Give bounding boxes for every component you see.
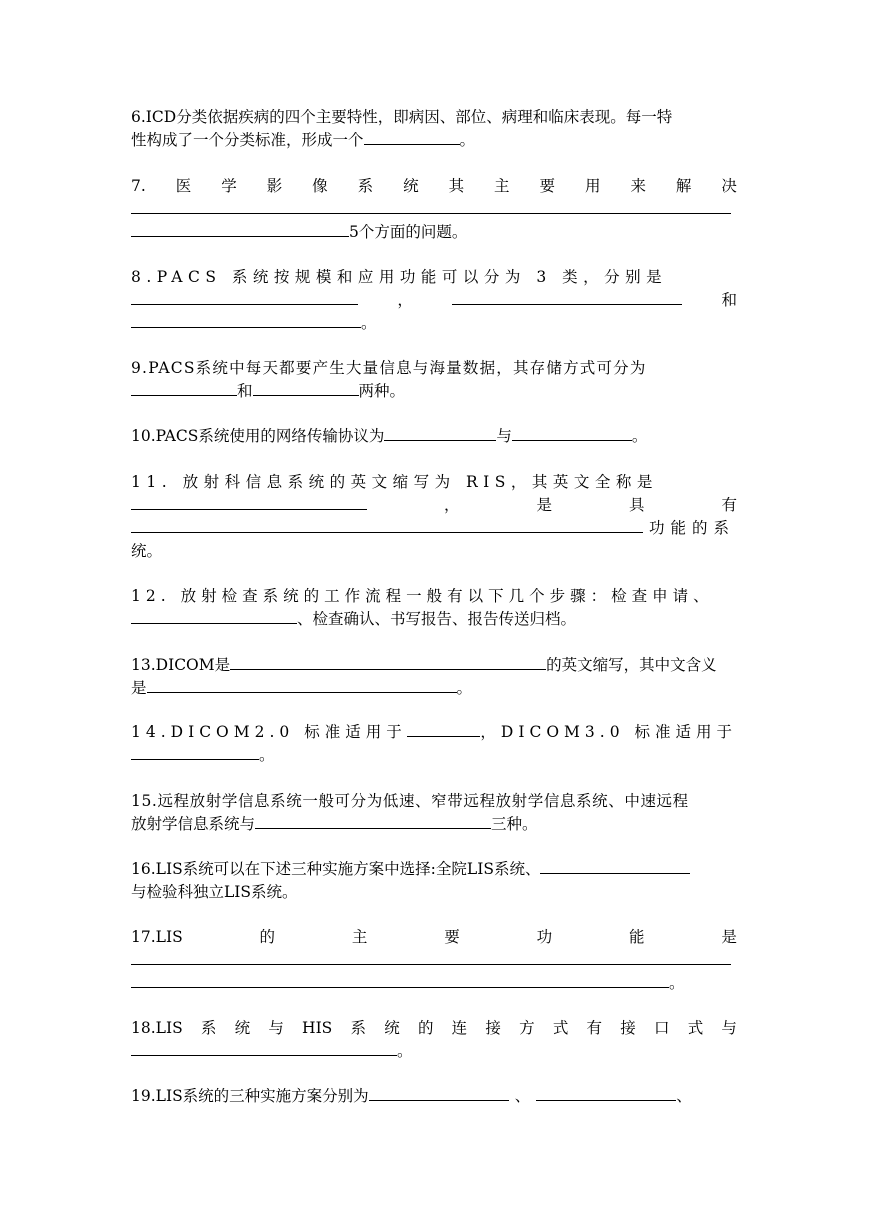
answer-blank[interactable]: [536, 1085, 676, 1101]
question-7-char: 系: [357, 177, 374, 195]
question-15-line-1: [131, 790, 737, 812]
question-16-text: 16.LIS系统可以在下述三种实施方案中选择:全院LIS系统、: [131, 860, 541, 878]
question-17-end: 。: [669, 974, 685, 992]
question-14-prefix: 14.DICOM2.0 标准适用于: [131, 723, 407, 741]
question-18-word: 方: [519, 1019, 535, 1037]
question-10-end: 。: [631, 427, 648, 445]
answer-blank[interactable]: [253, 380, 359, 396]
question-10-and: 与: [496, 427, 512, 445]
question-17-word: 主: [351, 928, 368, 946]
question-17-word: 的: [259, 928, 276, 946]
question-16-line-2: [131, 881, 737, 903]
question-18-word: 的: [417, 1019, 434, 1037]
answer-blank[interactable]: [540, 858, 690, 874]
answer-blank[interactable]: [131, 744, 259, 760]
question-15-tail: 三种。: [491, 815, 538, 833]
question-13-line2-prefix: 是: [131, 679, 147, 697]
question-18-word: 与: [721, 1019, 737, 1037]
question-7-line-1: [131, 175, 737, 197]
question-8-line-3: [131, 312, 737, 334]
question-17-line-2: [131, 949, 737, 971]
question-14-line-1: [131, 721, 737, 743]
question-19-line-1: [131, 1085, 737, 1107]
question-7-char: 学: [221, 177, 237, 195]
question-7-char: 影: [266, 177, 283, 195]
question-7-char: 解: [675, 177, 692, 195]
question-9-tail: 两种。: [358, 382, 406, 400]
question-17-word: 要: [444, 928, 460, 946]
answer-blank[interactable]: [230, 654, 546, 670]
question-18-word: 18.LIS: [131, 1019, 183, 1037]
answer-blank[interactable]: [407, 721, 481, 737]
answer-blank[interactable]: [384, 425, 496, 441]
question-7-char: 要: [539, 177, 556, 195]
question-18-word: 统: [234, 1019, 251, 1037]
question-7-char: 用: [584, 177, 601, 195]
question-18-word: 式: [552, 1019, 569, 1037]
question-17-line-3: [131, 972, 737, 994]
question-6-line-1: [131, 106, 737, 128]
answer-blank[interactable]: [131, 517, 643, 533]
answer-blank[interactable]: [512, 425, 632, 441]
answer-blank[interactable]: [131, 608, 297, 624]
question-13-mid: 的英文缩写，其中文含义: [546, 656, 717, 674]
question-18-word: 统: [384, 1019, 400, 1037]
question-12-line-1: [131, 585, 737, 607]
question-7-line-3: [131, 221, 737, 243]
question-18-word: 接: [485, 1019, 501, 1037]
question-12-line-2: [131, 608, 737, 630]
answer-blank[interactable]: [452, 289, 682, 305]
answer-blank[interactable]: [131, 1040, 397, 1056]
question-18-word: 系: [200, 1019, 217, 1037]
answer-blank[interactable]: [131, 494, 367, 510]
question-18-word: 式: [687, 1019, 704, 1037]
question-9-text: 9.PACS系统中每天都要产生大量信息与海量数据，其存储方式可分为: [131, 359, 647, 377]
question-8-line-1: [131, 266, 737, 288]
question-9-line-2: [131, 380, 737, 402]
answer-blank[interactable]: [147, 677, 457, 693]
question-7-char: 其: [448, 177, 465, 195]
question-13-line-1: [131, 654, 737, 676]
question-15-text-2: 放射学信息系统与: [131, 815, 256, 833]
question-8-comma: ，: [397, 291, 413, 309]
question-11-char: 具: [628, 496, 645, 514]
answer-blank[interactable]: [131, 312, 361, 328]
question-13-prefix: 13.DICOM是: [131, 656, 231, 674]
question-7-number: 7.: [131, 177, 146, 195]
question-11-char: 有: [721, 496, 737, 514]
question-10-text: 10.PACS系统使用的网络传输协议为: [131, 427, 385, 445]
question-16-text-2: 与检验科独立LIS系统。: [131, 883, 298, 901]
question-18-word: HIS: [302, 1019, 333, 1037]
question-7-line-2: [131, 198, 737, 220]
question-19-sep: 、: [676, 1087, 692, 1105]
question-18-word: 系: [350, 1019, 367, 1037]
question-16-line-1: [131, 858, 737, 880]
answer-blank[interactable]: [131, 289, 358, 305]
question-7-char: 来: [630, 177, 646, 195]
question-11-end: 统。: [131, 542, 163, 560]
question-11-char: 是: [536, 496, 552, 514]
question-18-line-1: [131, 1017, 737, 1039]
answer-blank[interactable]: [131, 221, 349, 237]
question-11-tail: 功能的系: [649, 519, 736, 537]
question-6-line-2: [131, 129, 737, 151]
question-9-line-1: [131, 357, 737, 379]
question-8-line-2: [131, 289, 737, 311]
question-9-and: 和: [237, 382, 253, 400]
question-15-line-2: [131, 813, 737, 835]
question-6-end: 。: [459, 131, 476, 149]
answer-blank[interactable]: [131, 380, 237, 396]
question-7-char: 医: [175, 177, 192, 195]
answer-blank[interactable]: [255, 813, 491, 829]
question-18-word: 与: [268, 1019, 284, 1037]
question-7-char: 统: [403, 177, 419, 195]
question-19-sep: 、: [514, 1087, 531, 1105]
question-11-comma: ，: [443, 496, 460, 514]
question-8-end: 。: [361, 314, 377, 332]
question-7-tail: 5个方面的问题。: [349, 223, 468, 241]
question-10-line: [131, 425, 737, 447]
answer-blank[interactable]: [131, 972, 669, 988]
question-18-end: 。: [397, 1042, 413, 1060]
question-17-word: 17.LIS: [131, 928, 183, 946]
question-8-text: 8.PACS 系统按规模和应用功能可以分为 3 类，分别是: [131, 268, 668, 286]
question-17-word: 功: [536, 928, 553, 946]
question-18-word: 连: [451, 1019, 468, 1037]
question-17-word: 能: [629, 928, 645, 946]
question-7-char: 主: [494, 177, 510, 195]
question-18-line-2: [131, 1040, 737, 1062]
question-8-and: 和: [721, 291, 737, 309]
question-12-text: 12. 放射检查系统的工作流程一般有以下几个步骤：检查申请、: [131, 587, 714, 605]
question-11-line-4: [131, 540, 737, 562]
question-13-line-2: [131, 677, 737, 699]
question-11-line-2: [131, 494, 737, 516]
answer-blank[interactable]: [131, 949, 731, 965]
question-18-word: 口: [653, 1019, 670, 1037]
question-18-word: 接: [620, 1019, 636, 1037]
question-6-text: 6.ICD分类依据疾病的四个主要特性，即病因、部位、病理和临床表现。每一特: [131, 108, 673, 126]
question-12-tail: 、检查确认、书写报告、报告传送归档。: [297, 610, 577, 628]
question-14-end: 。: [259, 746, 275, 764]
question-17-line-1: [131, 926, 737, 948]
question-17-word: 是: [721, 928, 737, 946]
question-11-line-1: [131, 471, 737, 493]
question-13-end: 。: [456, 679, 473, 697]
question-19-text: 19.LIS系统的三种实施方案分别为: [131, 1087, 369, 1105]
answer-blank[interactable]: [364, 129, 460, 145]
question-15-text: 15.远程放射学信息系统一般可分为低速、窄带远程放射学信息系统、中速远程: [131, 792, 689, 810]
question-6-text-2: 性构成了一个分类标准，形成一个: [131, 131, 364, 149]
question-14-line-2: [131, 744, 737, 766]
question-14-mid: ，DICOM3.0 标准适用于: [480, 723, 737, 741]
question-11-text: 11. 放射科信息系统的英文缩写为 RIS，其英文全称是: [131, 473, 658, 491]
question-11-line-3: [131, 517, 737, 539]
question-7-char: 决: [721, 177, 737, 195]
answer-blank[interactable]: [369, 1085, 509, 1101]
question-18-word: 有: [586, 1019, 603, 1037]
answer-blank[interactable]: [131, 198, 731, 214]
question-7-char: 像: [312, 177, 328, 195]
